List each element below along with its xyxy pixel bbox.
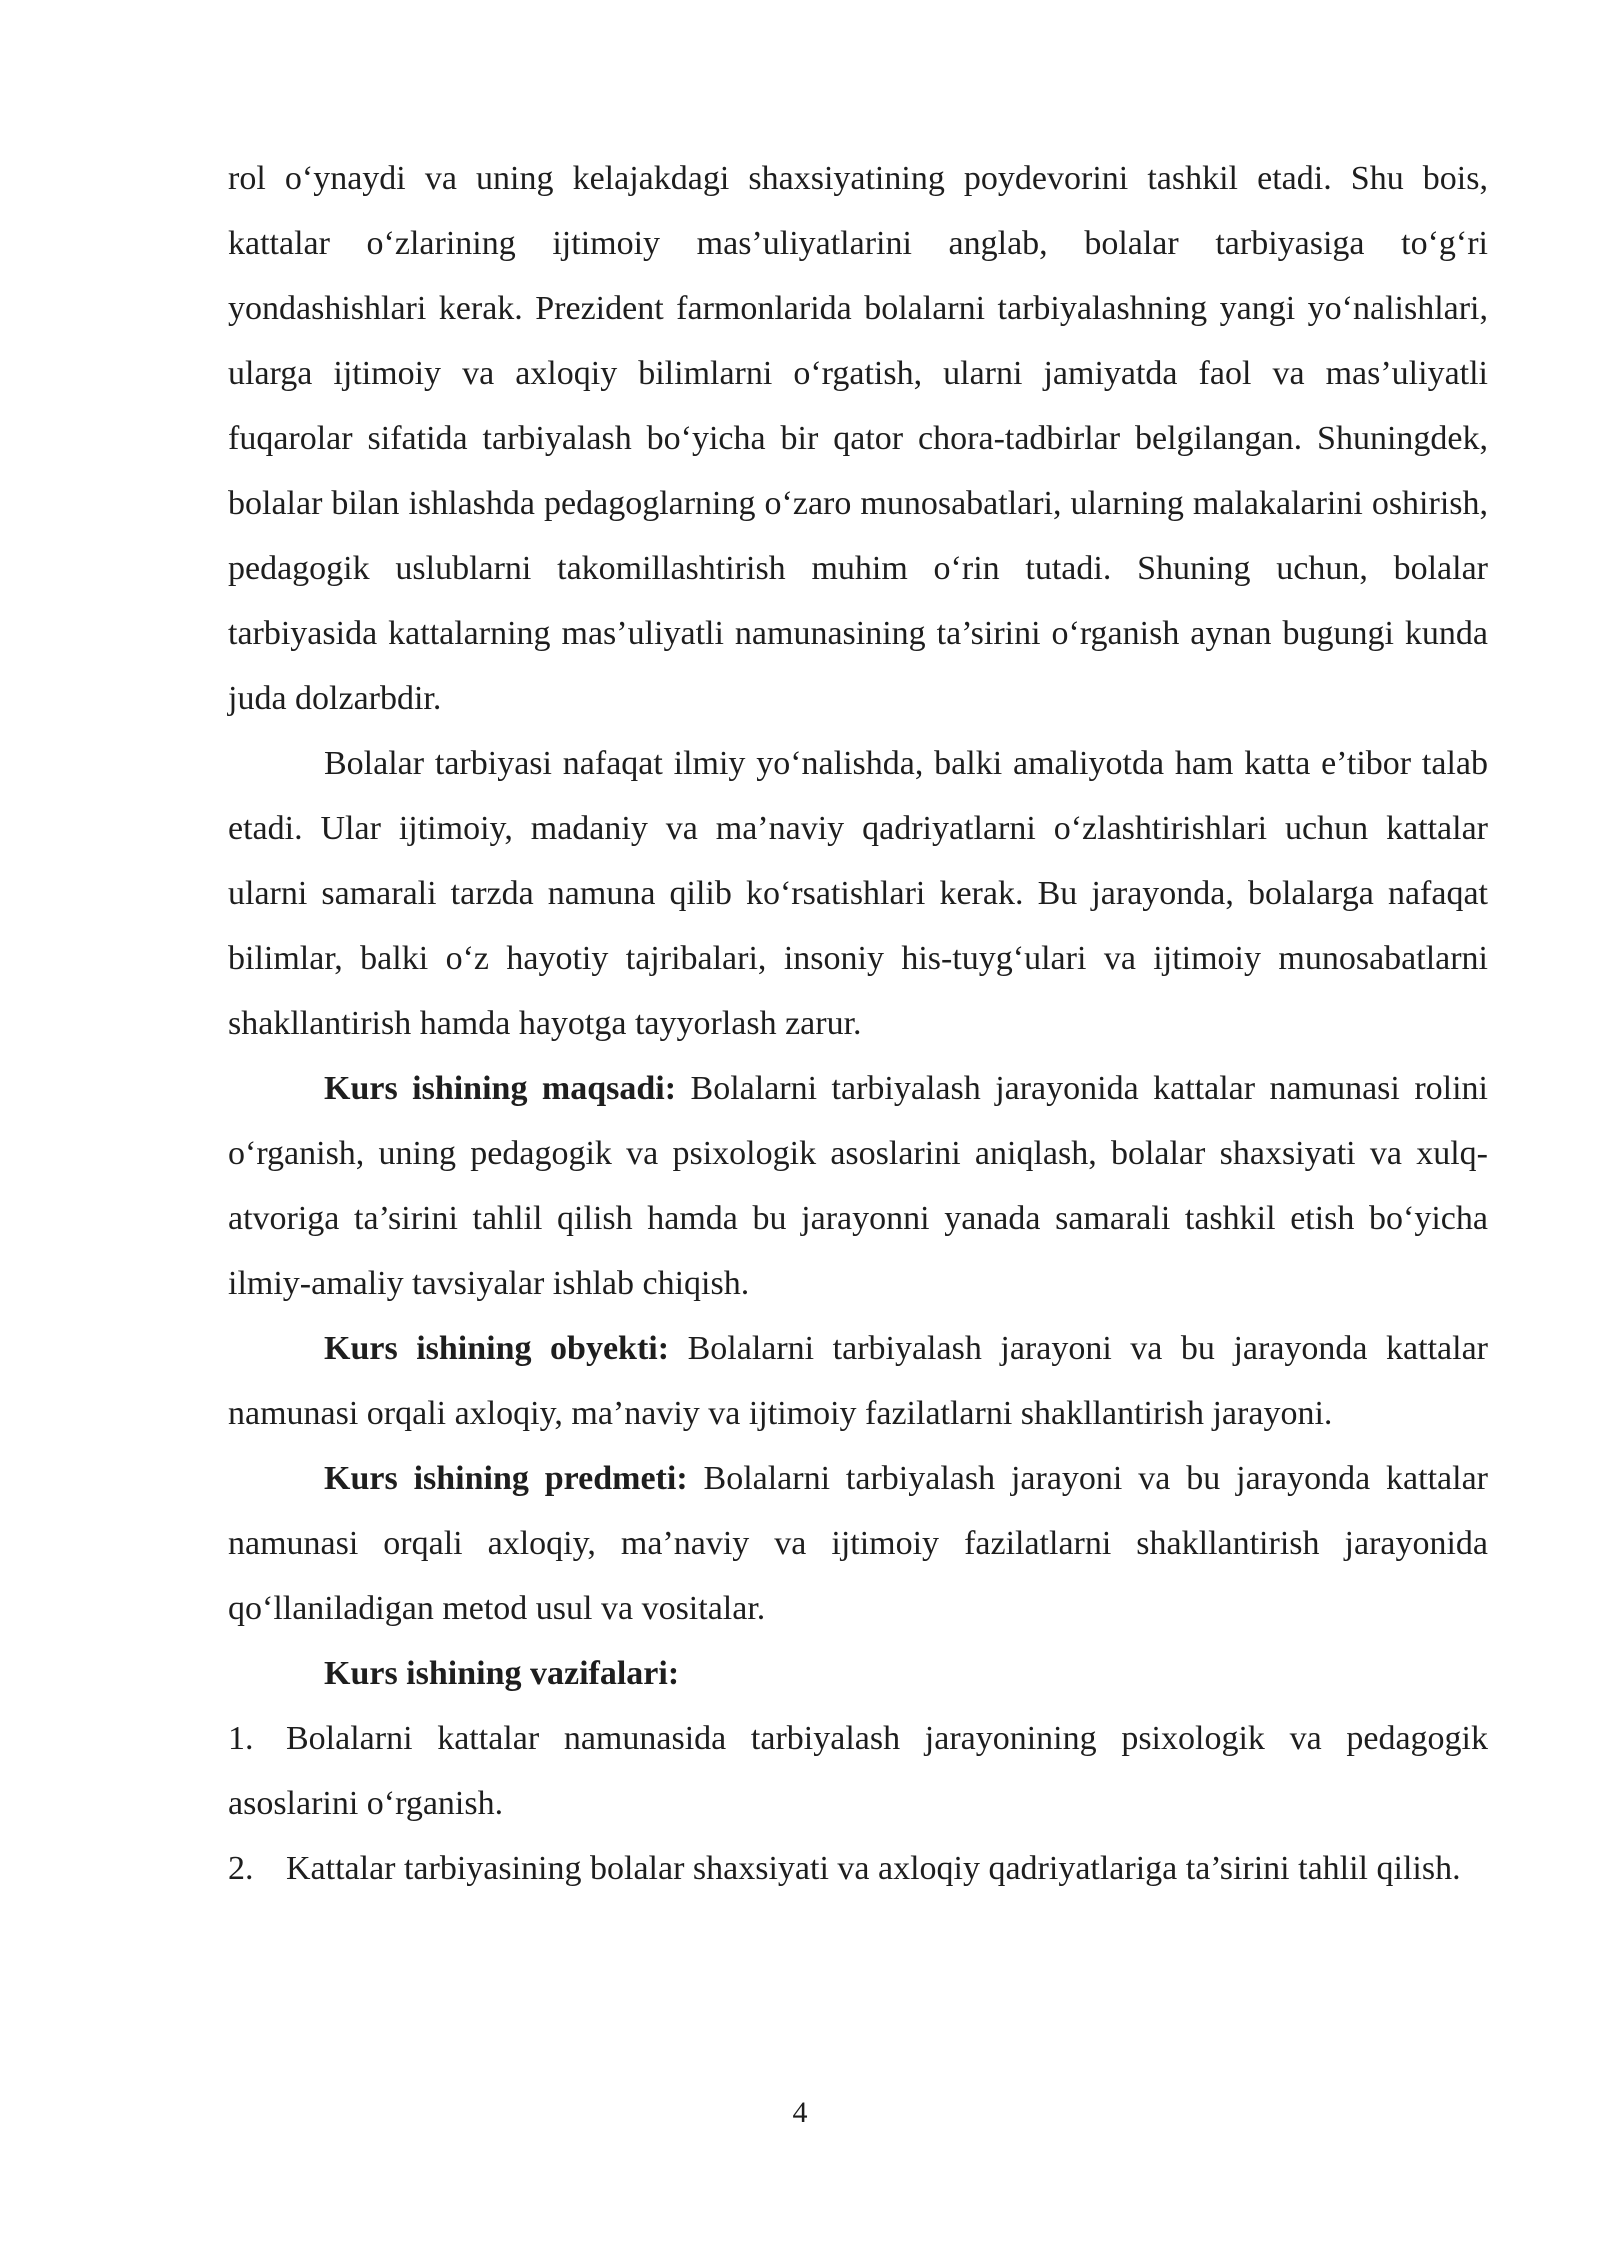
list-item-text: Kattalar tarbiyasining bolalar shaxsiyati va axloqiy qadriyatlariga ta’sirini tahlil qilish.: [286, 1850, 1461, 1887]
list-item: [228, 1836, 1488, 1901]
section-subject: [228, 1446, 1488, 1641]
section-object: [228, 1316, 1488, 1446]
subject-text: Bolalarni tarbiyalash jarayoni va bu jarayonda kattalar namunasi orqali axloqiy, ma’naviy va ijtimoiy fazilatlarni shakllantirish jarayonida qo‘llaniladigan metod usul va vositalar.: [228, 1460, 1488, 1627]
paragraph-intro-continuation: rol o‘ynaydi va uning kelajakdagi shaxsiyatining poydevorini tashkil etadi. Shu bois, kattalar o‘zlarining ijtimoiy mas’uliyatlarini anglab, bolalar tarbiyasiga to‘g‘ri yondashishlari kerak. Prezident farmonlarida bolalarni tarbiyalashning yangi yo‘nalishlari, ularga ijtimoiy va axloqiy bilimlarni o‘rgatish, ularni jamiyatda faol va mas’uliyatli fuqarolar sifatida tarbiyalash bo‘yicha bir qator chora-tadbirlar belgilangan. Shuningdek, bolalar bilan ishlashda pedagoglarning o‘zaro munosabatlari, ularning malakalarini oshirish, pedagogik uslublarni takomillashtirish muhim o‘rin tutadi. Shuning uchun, bolalar tarbiyasida kattalarning mas’uliyatli namunasining ta’sirini o‘rganish aynan bugungi kunda juda dolzarbdir.: [228, 160, 1488, 717]
list-item: [228, 1706, 1488, 1836]
tasks-heading: Kurs ishining vazifalari:: [324, 1655, 680, 1692]
page-number: 4: [792, 2096, 808, 2129]
object-text: Bolalarni tarbiyalash jarayoni va bu jarayonda kattalar namunasi orqali axloqiy, ma’naviy va ijtimoiy fazilatlarni shakllantirish jarayoni.: [228, 1330, 1488, 1432]
list-item-number: 2.: [228, 1850, 254, 1887]
list-item-text: Bolalarni kattalar namunasida tarbiyalash jarayonining psixologik va pedagogik asoslarini o‘rganish.: [228, 1720, 1488, 1822]
section-goal: [228, 1056, 1488, 1316]
paragraph-upbringing: Bolalar tarbiyasi nafaqat ilmiy yo‘nalishda, balki amaliyotda ham katta e’tibor talab etadi. Ular ijtimoiy, madaniy va ma’naviy qadriyatlarni o‘zlashtirishlari uchun kattalar ularni samarali tarzda namuna qilib ko‘rsatishlari kerak. Bu jarayonda, bolalarga nafaqat bilimlar, balki o‘z hayotiy tajribalari, insoniy his-tuyg‘ulari va ijtimoiy munosabatlarni shakllantirish hamda hayotga tayyorlash zarur.: [228, 745, 1488, 1042]
goal-text: Bolalarni tarbiyalash jarayonida kattalar namunasi rolini o‘rganish, uning pedagogik va psixologik asoslarini aniqlash, bolalar shaxsiyati va xulq-atvoriga ta’sirini tahlil qilish hamda bu jarayonni yanada samarali tashkil etish bo‘yicha ilmiy-amaliy tavsiyalar ishlab chiqish.: [228, 1070, 1488, 1302]
subject-label: Kurs ishining predmeti:: [324, 1460, 688, 1497]
document-page: [228, 146, 1488, 1901]
object-label: Kurs ishining obyekti:: [324, 1330, 670, 1367]
list-item-number: 1.: [228, 1720, 254, 1757]
goal-label: Kurs ishining maqsadi:: [324, 1070, 677, 1107]
